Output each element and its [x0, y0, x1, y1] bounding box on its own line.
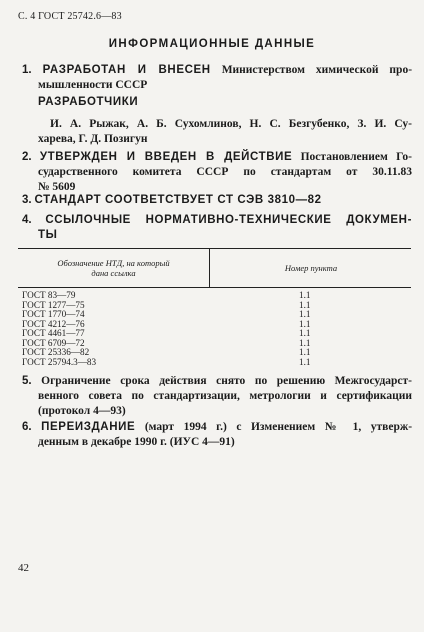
- table-row: ГОСТ 6709—72 1.1: [22, 337, 311, 348]
- section-2: [22, 150, 412, 195]
- references-table-header: [18, 248, 411, 288]
- section-6-text-a: (март 1994 г.) с Изменением № 1, утверж-: [144, 421, 413, 433]
- section-3: [22, 193, 412, 208]
- section-5-line-2: венного совета по стандартизации, метрологии и сертификации: [38, 390, 412, 402]
- developers-line-2: харева, Г. Д. Позигун: [38, 133, 148, 145]
- section-5-line-1: Ограничение срока действия снято по решению Межгосударст-: [41, 375, 413, 387]
- section-3-number: 3.: [22, 194, 32, 206]
- page-number: 42: [18, 562, 29, 574]
- section-1-text-a: Министерством химической про-: [221, 64, 413, 76]
- section-6-lead: ПЕРЕИЗДАНИЕ: [41, 421, 136, 433]
- developers-line-1: И. А. Рыжак, А. Б. Сухомлинов, Н. С. Безгубенко, З. И. Су-: [50, 118, 412, 130]
- section-4: [22, 213, 412, 243]
- section-2-number: 2.: [22, 151, 32, 163]
- page-header: С. 4 ГОСТ 25742.6—83: [18, 11, 122, 22]
- section-1: [22, 63, 412, 93]
- section-1-text-b: мышленности СССР: [38, 79, 148, 91]
- table-row: ГОСТ 4461—77 1.1: [22, 328, 311, 338]
- section-3-text: СТАНДАРТ СООТВЕТСТВУЕТ СТ СЭВ 3810—82: [34, 194, 322, 206]
- section-5-line-3: (протокол 4—93): [38, 405, 126, 417]
- column-header-item-number: Номер пункта: [284, 263, 338, 273]
- section-6: [22, 420, 412, 450]
- section-title: ИНФОРМАЦИОННЫЕ ДАННЫЕ: [108, 38, 316, 50]
- references-table-body: [22, 291, 411, 367]
- section-4-line-1: ССЫЛОЧНЫЕ НОРМАТИВНО-ТЕХНИЧЕСКИЕ ДОКУМЕН-: [45, 214, 413, 226]
- column-header-document: Обозначение НТД, на который дана ссылка: [18, 249, 210, 287]
- table-row: ГОСТ 1770—74 1.1: [22, 309, 311, 319]
- section-5-number: 5.: [22, 375, 32, 387]
- table-row: ГОСТ 83—79 1.1: [22, 290, 311, 300]
- section-2-text-a: Постановлением Го-: [300, 151, 413, 163]
- developers-heading: РАЗРАБОТЧИКИ: [38, 96, 139, 108]
- section-1-lead: РАЗРАБОТАН И ВНЕСЕН: [42, 64, 211, 76]
- table-row: ГОСТ 4212—76 1.1: [22, 318, 311, 329]
- section-4-number: 4.: [22, 214, 32, 226]
- section-2-text-b: сударственного комитета СССР по стандартам от 30.11.83: [38, 166, 412, 178]
- section-6-text-b: денным в декабре 1990 г. (ИУС 4—91): [38, 436, 235, 448]
- section-5: [22, 374, 412, 419]
- table-row: ГОСТ 1277—75 1.1: [22, 299, 311, 310]
- section-4-line-2: ТЫ: [38, 229, 58, 241]
- section-6-number: 6.: [22, 421, 32, 433]
- developers-list: [38, 117, 412, 147]
- table-row: ГОСТ 25336—82 1.1: [22, 347, 311, 357]
- table-row: ГОСТ 25794.3—83 1.1: [22, 356, 311, 367]
- section-2-text-c: № 5609: [38, 181, 76, 193]
- section-1-number: 1.: [22, 64, 32, 76]
- section-2-lead: УТВЕРЖДЕН И ВВЕДЕН В ДЕЙСТВИЕ: [39, 151, 293, 163]
